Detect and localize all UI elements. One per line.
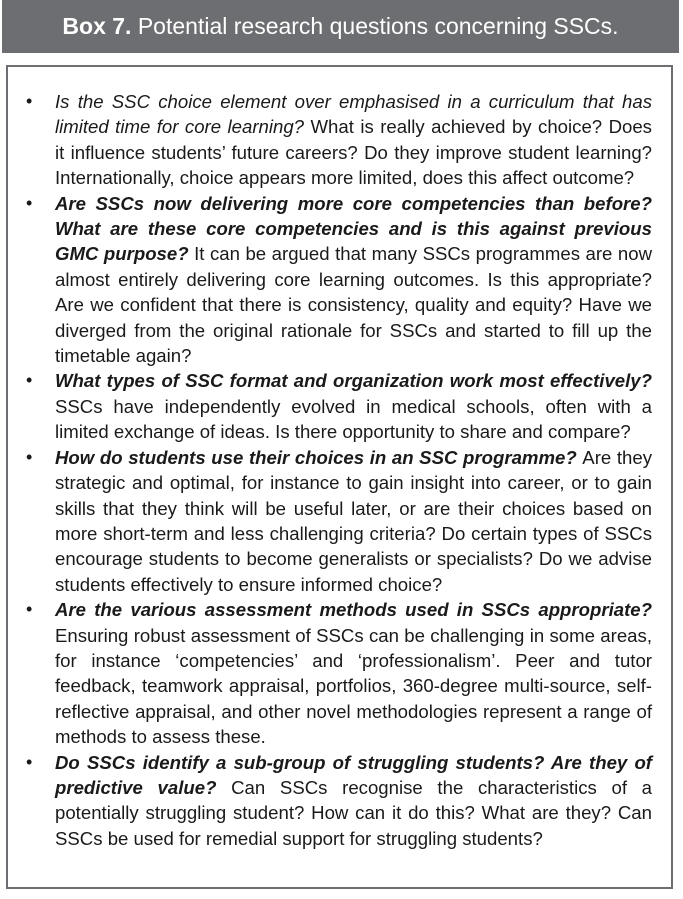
list-item — [8, 750, 671, 852]
list-item — [8, 597, 671, 749]
list-item — [8, 368, 671, 444]
question-text: How do students use their choices in an SSC programme? — [55, 446, 583, 468]
item-body-text: Can SSCs recognise the characteristics of a potentially struggling student? How can it do this? What are they? Can SSCs be used for remedial support for struggling students? — [55, 776, 653, 849]
bullet-icon: • — [26, 370, 33, 391]
item-body-text: Are they strategic and optimal, for instance to gain insight into career, or to gain skills that they think will be useful later, or are their choices based on more short-term and less challenging criteria? Do certain types of SSCs encourage students to become generalists or specialists? Do we advise students effectively to ensure informed choice? — [55, 446, 652, 595]
question-text: Are SSCs now delivering more core competencies than before? What are these core competencies and is this against previous GMC purpose? — [55, 192, 652, 265]
box-label: Box 7. — [62, 13, 132, 39]
bullet-icon: • — [26, 192, 33, 213]
bullet-icon: • — [26, 446, 33, 467]
bullet-icon: • — [26, 91, 33, 111]
item-body-text: Ensuring robust assessment of SSCs can be challenging in some areas, for instance ‘competencies’ and ‘professionalism’. Peer and tutor feedback, teamwork appraisal, portfolios, 360-degree multi-source, self-reflective appraisal, and other novel methodologies represent a range of methods to assess these. — [55, 624, 652, 748]
list-item — [8, 191, 671, 369]
box-header — [2, 0, 679, 53]
item-body-text: What is really achieved by choice? Does it influence students’ future careers? Do they improve student learning? Internationally, choice appears more limited, does this affect outcome? — [55, 116, 652, 189]
question-text: Is the SSC choice element over emphasised in a curriculum that has limited time for core learning? — [55, 91, 652, 138]
question-text: Do SSCs identify a sub-group of struggling students? Are they of predictive value? — [55, 751, 652, 798]
bullet-icon: • — [26, 599, 33, 620]
box-content-frame — [6, 65, 673, 889]
research-question-list — [8, 89, 671, 851]
list-item — [8, 89, 671, 191]
item-body-text: It can be argued that many SSCs programmes are now almost entirely delivering core learning outcomes. Is this appropriate? Are we confident that there is consistency, quality and equity? Have we diverged from the original rationale for SSCs and started to fill up the timetable again? — [55, 243, 652, 367]
bullet-icon: • — [26, 751, 33, 772]
list-item — [8, 445, 671, 597]
box-title: Potential research questions concerning SSCs. — [137, 13, 619, 39]
question-text: What types of SSC format and organization work most effectively? — [55, 370, 652, 392]
item-body-text: SSCs have independently evolved in medical schools, often with a limited exchange of ideas. Is there opportunity to share and compare? — [55, 395, 652, 443]
question-text: Are the various assessment methods used in SSCs appropriate? — [55, 599, 652, 621]
